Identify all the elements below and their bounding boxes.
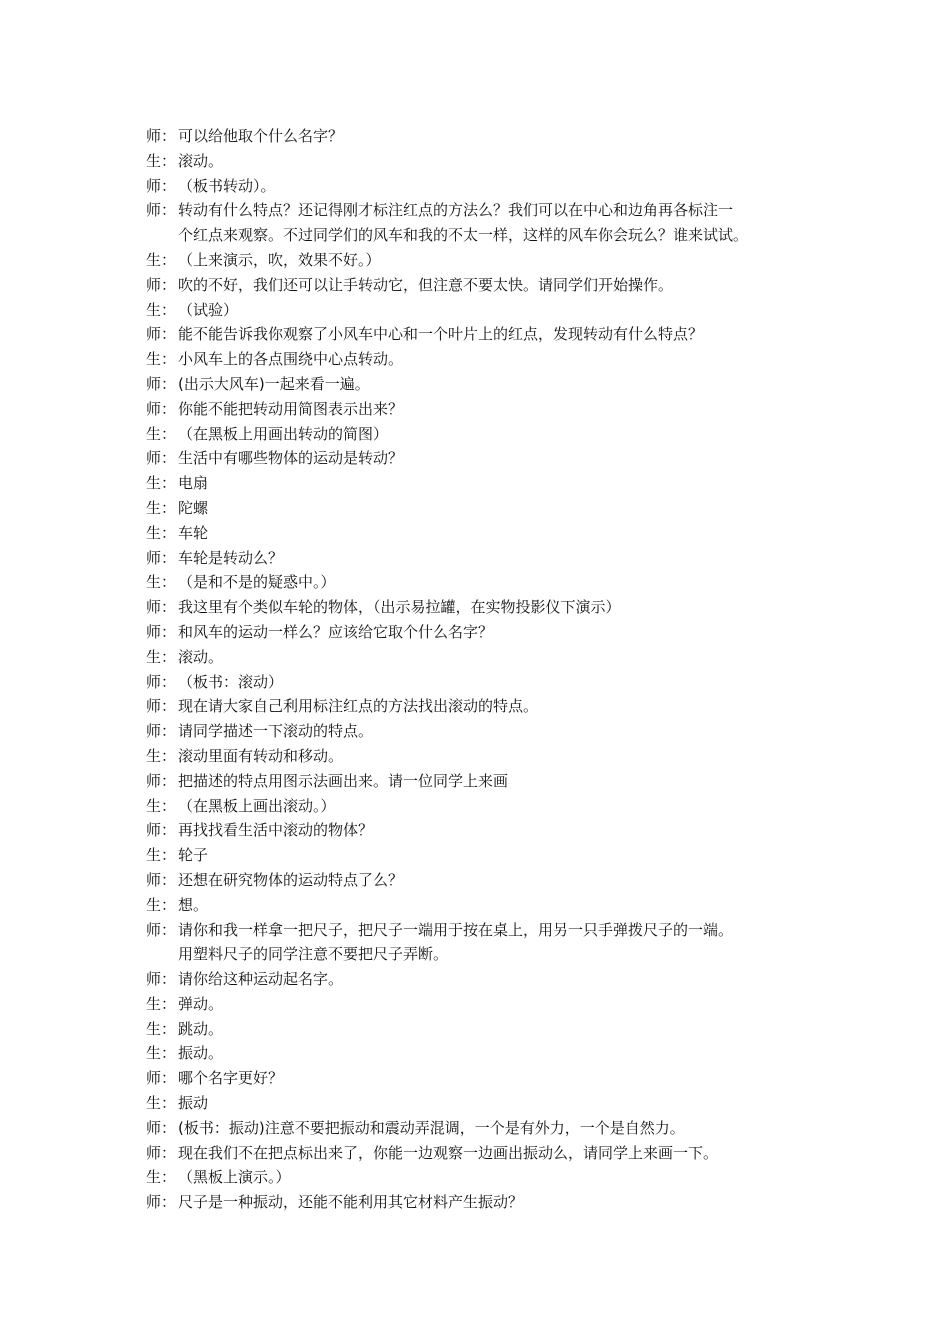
speaker-label: 生： xyxy=(146,647,177,666)
dialogue-turn xyxy=(146,298,826,323)
utterance-text xyxy=(178,521,826,546)
utterance-text xyxy=(178,744,826,769)
speaker-label: 生： xyxy=(146,573,177,592)
utterance-text xyxy=(178,670,826,695)
speaker-label: 生： xyxy=(146,350,177,369)
speaker-label: 生： xyxy=(146,796,177,815)
utterance-line: （试验） xyxy=(178,300,239,319)
utterance-text xyxy=(178,769,826,794)
utterance-text xyxy=(178,372,826,397)
dialogue-turn xyxy=(146,1141,826,1166)
utterance-line: 跳动。 xyxy=(178,1019,224,1038)
speaker-label: 生： xyxy=(146,523,177,542)
utterance-line: (板书：振动)注意不要把振动和震动弄混调，一个是有外力，一个是自然力。 xyxy=(178,1118,685,1137)
utterance-line: 请你给这种运动起名字。 xyxy=(178,970,344,989)
dialogue-turn xyxy=(146,1165,826,1190)
utterance-line: 和风车的运动一样么？应该给它取个什么名字？ xyxy=(178,622,494,641)
dialogue-turn xyxy=(146,818,826,843)
utterance-text xyxy=(178,893,826,918)
dialogue-turn xyxy=(146,719,826,744)
dialogue-turn xyxy=(146,347,826,372)
speaker-label: 生： xyxy=(146,994,177,1013)
utterance-text xyxy=(178,546,826,571)
utterance-line: 再找找看生活中滚动的物体？ xyxy=(178,821,374,840)
dialogue-turn xyxy=(146,670,826,695)
speaker-label: 师： xyxy=(146,821,177,840)
dialogue-turn xyxy=(146,1116,826,1141)
dialogue-turn xyxy=(146,124,826,149)
speaker-label: 生： xyxy=(146,300,177,319)
utterance-text xyxy=(178,174,826,199)
utterance-text xyxy=(178,446,826,471)
utterance-line: 车轮是转动么？ xyxy=(178,548,284,567)
speaker-label: 师： xyxy=(146,325,177,344)
speaker-label: 师： xyxy=(146,870,177,889)
speaker-label: 生： xyxy=(146,846,177,865)
dialogue-turn xyxy=(146,1091,826,1116)
speaker-label: 师： xyxy=(146,548,177,567)
utterance-line: 请你和我一样拿一把尺子，把尺子一端用于按在桌上，用另一只手弹拨尺子的一端。 xyxy=(178,920,734,939)
speaker-label: 生： xyxy=(146,424,177,443)
dialogue-turn xyxy=(146,769,826,794)
utterance-line: 现在我们不在把点标出来了，你能一边观察一边画出振动么，请同学上来画一下。 xyxy=(178,1143,719,1162)
utterance-text xyxy=(178,818,826,843)
dialogue-turn xyxy=(146,422,826,447)
utterance-line: 小风车上的各点围绕中心点转动。 xyxy=(178,350,404,369)
utterance-line: 可以给他取个什么名字？ xyxy=(178,127,344,145)
speaker-label: 师： xyxy=(146,672,177,691)
dialogue-turn xyxy=(146,744,826,769)
dialogue-turn xyxy=(146,446,826,471)
utterance-text xyxy=(178,298,826,323)
speaker-label: 生： xyxy=(146,498,177,517)
speaker-label: 生： xyxy=(146,1168,177,1187)
speaker-label: 生： xyxy=(146,1044,177,1063)
dialogue-turn xyxy=(146,570,826,595)
utterance-line: 生活中有哪些物体的运动是转动？ xyxy=(178,449,404,468)
speaker-label: 师： xyxy=(146,970,177,989)
utterance-line: 能不能告诉我你观察了小风车中心和一个叶片上的红点，发现转动有什么特点？ xyxy=(178,325,704,344)
speaker-label: 师： xyxy=(146,1118,177,1137)
speaker-label: 生： xyxy=(146,250,177,269)
dialogue-turn xyxy=(146,248,826,273)
speaker-label: 师： xyxy=(146,598,177,617)
dialogue-turn xyxy=(146,471,826,496)
speaker-label: 师： xyxy=(146,1143,177,1162)
speaker-label: 生： xyxy=(146,1019,177,1038)
utterance-line: （上来演示，吹，效果不好。） xyxy=(178,250,381,269)
speaker-label: 生： xyxy=(146,151,177,170)
dialogue-turn xyxy=(146,620,826,645)
dialogue-turn xyxy=(146,149,826,174)
speaker-label: 师： xyxy=(146,275,177,294)
speaker-label: 师： xyxy=(146,1069,177,1088)
utterance-line: 你能不能把转动用简图表示出来？ xyxy=(178,399,404,418)
utterance-text xyxy=(178,1041,826,1066)
utterance-text xyxy=(178,1091,826,1116)
speaker-label: 生： xyxy=(146,1094,177,1113)
utterance-line: （在黑板上用画出转动的简图） xyxy=(178,424,389,443)
utterance-line: （黑板上演示。） xyxy=(178,1168,291,1187)
utterance-text xyxy=(178,794,826,819)
dialogue-turn xyxy=(146,372,826,397)
utterance-line: 电扇 xyxy=(178,474,209,493)
utterance-text xyxy=(178,322,826,347)
dialogue-turn xyxy=(146,521,826,546)
dialogue-turn xyxy=(146,918,826,968)
dialogue-turn xyxy=(146,1017,826,1042)
dialogue-turn xyxy=(146,496,826,521)
speaker-label: 师： xyxy=(146,697,177,716)
utterance-text xyxy=(178,347,826,372)
utterance-text xyxy=(178,918,826,968)
utterance-text xyxy=(178,496,826,521)
utterance-text xyxy=(178,1116,826,1141)
utterance-line: 我这里有个类似车轮的物体，（出示易拉罐，在实物投影仪下演示） xyxy=(178,598,621,617)
dialogue-turn xyxy=(146,843,826,868)
dialogue-turn xyxy=(146,174,826,199)
speaker-label: 生： xyxy=(146,746,177,765)
dialogue-turn xyxy=(146,868,826,893)
speaker-label: 师： xyxy=(146,127,177,145)
utterance-text xyxy=(178,868,826,893)
utterance-line: 哪个名字更好？ xyxy=(178,1069,284,1088)
utterance-text xyxy=(178,967,826,992)
utterance-text xyxy=(178,149,826,174)
dialogue-turn xyxy=(146,794,826,819)
utterance-text xyxy=(178,843,826,868)
utterance-line: 轮子 xyxy=(178,846,209,865)
dialogue-turn xyxy=(146,1066,826,1091)
utterance-line: 陀螺 xyxy=(178,498,209,517)
utterance-line: 滚动里面有转动和移动。 xyxy=(178,746,344,765)
utterance-line: 振动。 xyxy=(178,1044,224,1063)
dialogue-turn xyxy=(146,992,826,1017)
dialogue-turn xyxy=(146,1041,826,1066)
utterance-text xyxy=(178,645,826,670)
utterance-text xyxy=(178,397,826,422)
utterance-text xyxy=(178,719,826,744)
speaker-label: 师： xyxy=(146,1193,177,1212)
dialogue-turn xyxy=(146,694,826,719)
dialogue-turn xyxy=(146,322,826,347)
utterance-line: 弹动。 xyxy=(178,994,224,1013)
utterance-text xyxy=(178,1141,826,1166)
utterance-text xyxy=(178,1066,826,1091)
utterance-text xyxy=(178,422,826,447)
utterance-line: 还想在研究物体的运动特点了么？ xyxy=(178,870,404,889)
utterance-text xyxy=(178,124,826,149)
speaker-label: 师： xyxy=(146,622,177,641)
speaker-label: 师： xyxy=(146,399,177,418)
utterance-line: （是和不是的疑惑中。） xyxy=(178,573,336,592)
utterance-line: 个红点来观察。不过同学们的风车和我的不太一样，这样的风车你会玩么？谁来试试。 xyxy=(178,226,749,245)
dialogue-turn xyxy=(146,1190,826,1215)
utterance-line: 想。 xyxy=(178,895,209,914)
utterance-line: 尺子是一种振动，还能不能利用其它材料产生振动？ xyxy=(178,1193,524,1212)
utterance-text xyxy=(178,570,826,595)
dialogue-turn xyxy=(146,397,826,422)
utterance-line: 吹的不好，我们还可以让手转动它，但注意不要太快。请同学们开始操作。 xyxy=(178,275,674,294)
dialogue-turn xyxy=(146,595,826,620)
speaker-label: 师： xyxy=(146,920,177,939)
utterance-text xyxy=(178,248,826,273)
dialogue-turn xyxy=(146,198,826,248)
utterance-line: 把描述的特点用图示法画出来。请一位同学上来画 xyxy=(178,771,509,790)
dialogue-transcript xyxy=(146,124,826,1215)
speaker-label: 师： xyxy=(146,201,177,220)
utterance-line: 振动 xyxy=(178,1094,209,1113)
utterance-text xyxy=(178,694,826,719)
utterance-line: 车轮 xyxy=(178,523,209,542)
speaker-label: 师： xyxy=(146,449,177,468)
utterance-line: (出示大风车)一起来看一遍。 xyxy=(178,374,370,393)
dialogue-turn xyxy=(146,273,826,298)
utterance-line: （板书转动）。 xyxy=(178,176,276,195)
dialogue-turn xyxy=(146,546,826,571)
utterance-line: 用塑料尺子的同学注意不要把尺子弄断。 xyxy=(178,945,449,964)
speaker-label: 师： xyxy=(146,722,177,741)
utterance-text xyxy=(178,1190,826,1215)
utterance-line: 滚动。 xyxy=(178,647,224,666)
dialogue-turn xyxy=(146,645,826,670)
utterance-line: 滚动。 xyxy=(178,151,224,170)
utterance-text xyxy=(178,992,826,1017)
utterance-text xyxy=(178,471,826,496)
speaker-label: 生： xyxy=(146,474,177,493)
utterance-line: （板书：滚动） xyxy=(178,672,284,691)
utterance-line: 转动有什么特点？还记得刚才标注红点的方法么？我们可以在中心和边角再各标注一 xyxy=(178,201,734,220)
speaker-label: 师： xyxy=(146,374,177,393)
dialogue-turn xyxy=(146,967,826,992)
utterance-line: （在黑板上画出滚动。） xyxy=(178,796,336,815)
utterance-text xyxy=(178,273,826,298)
utterance-text xyxy=(178,1165,826,1190)
speaker-label: 师： xyxy=(146,771,177,790)
utterance-line: 请同学描述一下滚动的特点。 xyxy=(178,722,374,741)
utterance-text xyxy=(178,1017,826,1042)
utterance-text xyxy=(178,595,826,620)
speaker-label: 师： xyxy=(146,176,177,195)
utterance-text xyxy=(178,620,826,645)
dialogue-turn xyxy=(146,893,826,918)
utterance-text xyxy=(178,198,826,248)
speaker-label: 生： xyxy=(146,895,177,914)
utterance-line: 现在请大家自己利用标注红点的方法找出滚动的特点。 xyxy=(178,697,539,716)
